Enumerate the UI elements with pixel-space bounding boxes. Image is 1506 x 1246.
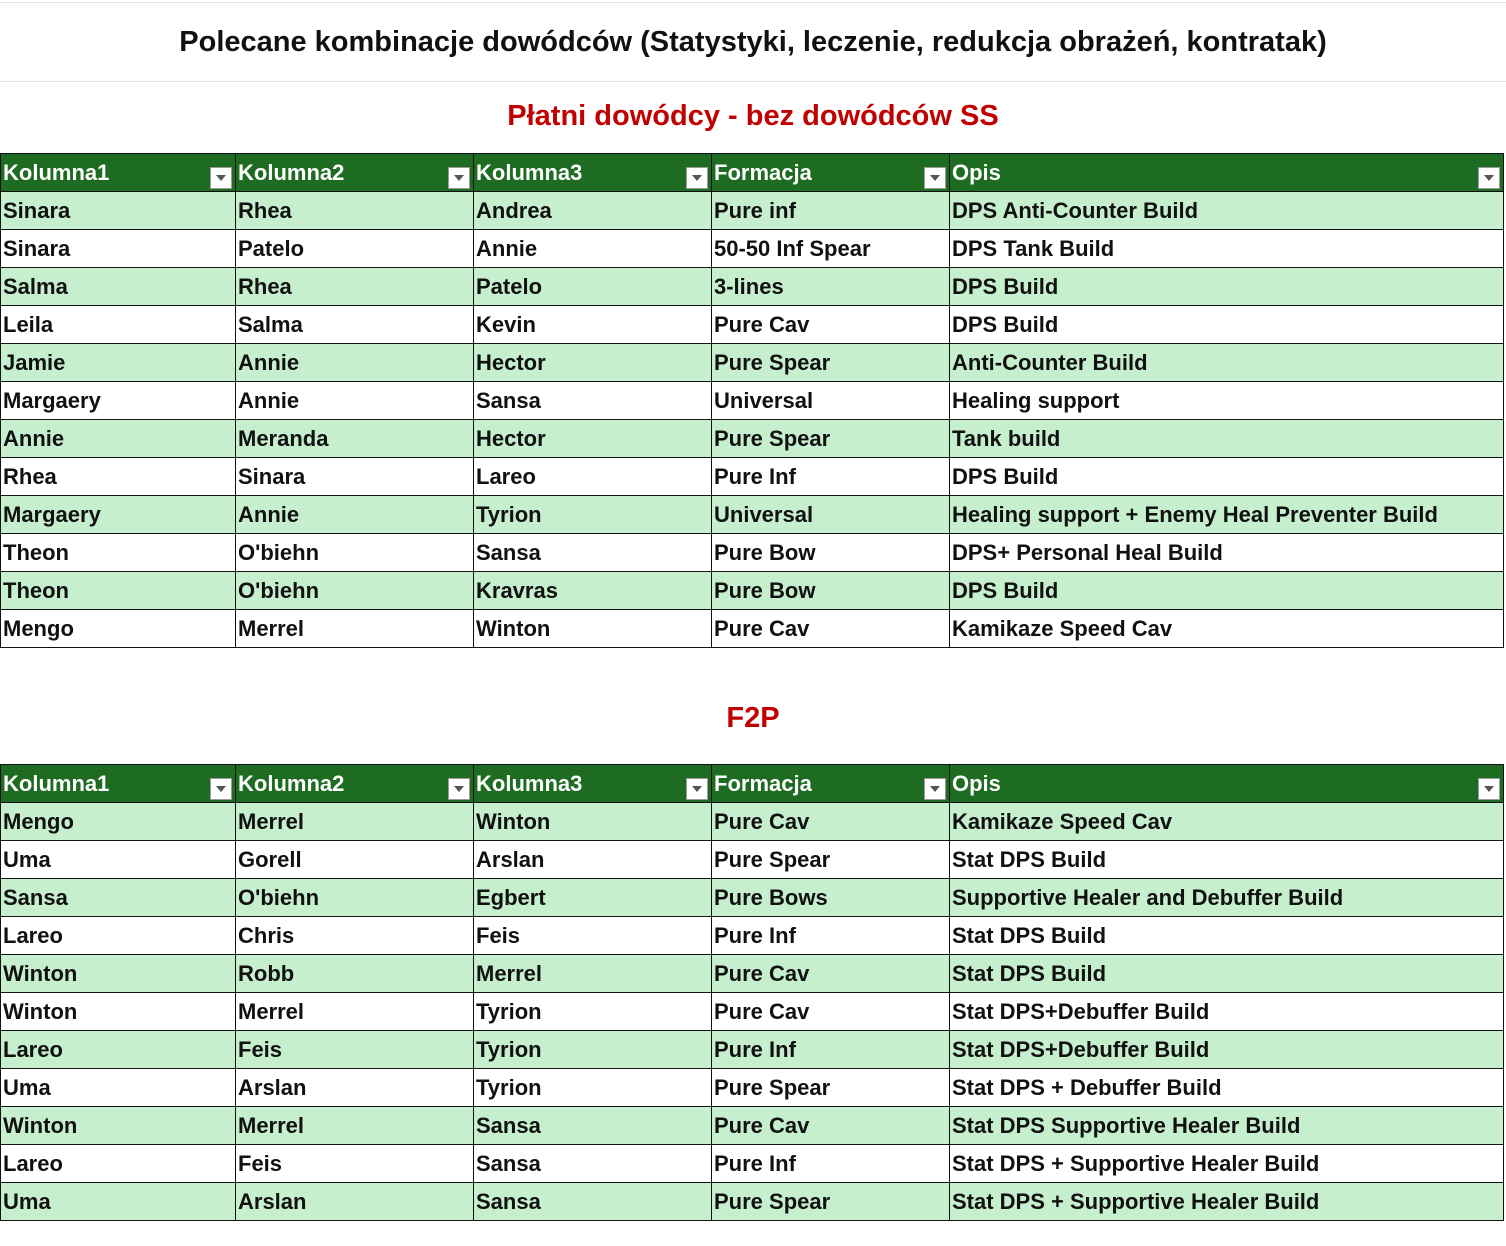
table-cell[interactable]: Pure Spear	[712, 1069, 950, 1107]
table-cell[interactable]: Arslan	[236, 1183, 474, 1221]
table-cell[interactable]: Mengo	[1, 803, 236, 841]
table-cell[interactable]: Pure Cav	[712, 610, 950, 648]
table-cell[interactable]: Arslan	[474, 841, 712, 879]
table-cell[interactable]: Lareo	[1, 917, 236, 955]
dropdown-arrow-icon	[454, 175, 464, 181]
table-cell[interactable]: Pure Bow	[712, 534, 950, 572]
column-header	[236, 154, 474, 192]
table-cell[interactable]: Supportive Healer and Debuffer Build	[950, 879, 1504, 917]
table-cell[interactable]: O'biehn	[236, 534, 474, 572]
filter-dropdown-button[interactable]	[686, 167, 708, 189]
table-cell[interactable]: Tyrion	[474, 1031, 712, 1069]
table-cell[interactable]: Sansa	[474, 1107, 712, 1145]
filter-dropdown-button[interactable]	[686, 778, 708, 800]
table-cell[interactable]: Pure Spear	[712, 1183, 950, 1221]
table-cell[interactable]: Leila	[1, 306, 236, 344]
table-row	[1, 1145, 1504, 1183]
table-cell[interactable]: Sansa	[474, 382, 712, 420]
column-header	[474, 154, 712, 192]
table-cell[interactable]: Mengo	[1, 610, 236, 648]
table-cell[interactable]: DPS Tank Build	[950, 230, 1504, 268]
table-cell[interactable]: Anti-Counter Build	[950, 344, 1504, 382]
table-cell[interactable]: Rhea	[1, 458, 236, 496]
column-header-label: Kolumna1	[3, 770, 110, 796]
table-cell[interactable]: Sansa	[474, 534, 712, 572]
table-row	[1, 382, 1504, 420]
table-cell[interactable]: Tyrion	[474, 1069, 712, 1107]
section-heading-paid: Płatni dowódcy - bez dowódców SS	[507, 100, 999, 132]
table-row	[1, 955, 1504, 993]
table-cell[interactable]: DPS Build	[950, 572, 1504, 610]
table-cell[interactable]: Stat DPS+Debuffer Build	[950, 993, 1504, 1031]
table-cell[interactable]: Salma	[236, 306, 474, 344]
table-cell[interactable]: Pure inf	[712, 192, 950, 230]
table-cell[interactable]: Rhea	[236, 192, 474, 230]
table-cell[interactable]: Annie	[1, 420, 236, 458]
dropdown-arrow-icon	[930, 175, 940, 181]
f2p-commanders-table	[0, 764, 1504, 1221]
table-cell[interactable]: Margaery	[1, 496, 236, 534]
table-cell[interactable]: O'biehn	[236, 879, 474, 917]
table-row	[1, 1107, 1504, 1145]
table-cell[interactable]: Pure Cav	[712, 993, 950, 1031]
filter-dropdown-button[interactable]	[210, 778, 232, 800]
table-cell[interactable]: Pure Spear	[712, 420, 950, 458]
table-cell[interactable]: Meranda	[236, 420, 474, 458]
table-cell[interactable]: Pure Bow	[712, 572, 950, 610]
table-row	[1, 534, 1504, 572]
table-cell[interactable]: Uma	[1, 841, 236, 879]
column-header-label: Opis	[952, 770, 1001, 796]
table-cell[interactable]: Merrel	[236, 993, 474, 1031]
filter-dropdown-button[interactable]	[1478, 167, 1500, 189]
column-header-label: Kolumna1	[3, 159, 110, 185]
table-cell[interactable]: Rhea	[236, 268, 474, 306]
dropdown-arrow-icon	[692, 786, 702, 792]
dropdown-arrow-icon	[1484, 786, 1494, 792]
table-cell[interactable]: DPS Build	[950, 458, 1504, 496]
table-cell[interactable]: Arslan	[236, 1069, 474, 1107]
filter-dropdown-button[interactable]	[210, 167, 232, 189]
table-row	[1, 420, 1504, 458]
column-header-label: Kolumna2	[238, 159, 345, 185]
table-cell[interactable]: Winton	[474, 610, 712, 648]
table-cell[interactable]: Sinara	[236, 458, 474, 496]
table-cell[interactable]: Pure Inf	[712, 1031, 950, 1069]
table-cell[interactable]: Robb	[236, 955, 474, 993]
column-header	[950, 154, 1504, 192]
table-cell[interactable]: Pure Inf	[712, 458, 950, 496]
table-cell[interactable]: Stat DPS+Debuffer Build	[950, 1031, 1504, 1069]
table-cell[interactable]: Kevin	[474, 306, 712, 344]
table-cell[interactable]: Kravras	[474, 572, 712, 610]
table-cell[interactable]: Kamikaze Speed Cav	[950, 803, 1504, 841]
table-cell[interactable]: Universal	[712, 382, 950, 420]
table-row	[1, 1031, 1504, 1069]
table-cell[interactable]: Chris	[236, 917, 474, 955]
table-cell[interactable]: Theon	[1, 534, 236, 572]
dropdown-arrow-icon	[454, 786, 464, 792]
table-cell[interactable]: Andrea	[474, 192, 712, 230]
filter-dropdown-button[interactable]	[1478, 778, 1500, 800]
table-cell[interactable]: Pure Cav	[712, 306, 950, 344]
table-row	[1, 803, 1504, 841]
table-cell[interactable]: O'biehn	[236, 572, 474, 610]
table-cell[interactable]: Hector	[474, 420, 712, 458]
dropdown-arrow-icon	[692, 175, 702, 181]
table-cell[interactable]: Egbert	[474, 879, 712, 917]
table-row	[1, 344, 1504, 382]
table-cell[interactable]: Kamikaze Speed Cav	[950, 610, 1504, 648]
table-cell[interactable]: Stat DPS + Debuffer Build	[950, 1069, 1504, 1107]
table-row	[1, 230, 1504, 268]
table-cell[interactable]: Pure Inf	[712, 1145, 950, 1183]
table-cell[interactable]: Sinara	[1, 230, 236, 268]
table-cell[interactable]: Healing support + Enemy Heal Preventer Build	[950, 496, 1504, 534]
table-cell[interactable]: Pure Cav	[712, 1107, 950, 1145]
filter-dropdown-button[interactable]	[924, 167, 946, 189]
table-cell[interactable]: Sansa	[474, 1183, 712, 1221]
table-cell[interactable]: Merrel	[236, 803, 474, 841]
table-row	[1, 572, 1504, 610]
table-cell[interactable]: DPS Build	[950, 306, 1504, 344]
table-cell[interactable]: Sinara	[1, 192, 236, 230]
table-row	[1, 993, 1504, 1031]
table-cell[interactable]: Annie	[236, 344, 474, 382]
section-heading-f2p: F2P	[726, 702, 780, 734]
column-header	[950, 765, 1504, 803]
table-row	[1, 192, 1504, 230]
table-header-row	[1, 765, 1504, 803]
table-cell[interactable]: Jamie	[1, 344, 236, 382]
table-cell[interactable]: Stat DPS Build	[950, 917, 1504, 955]
column-header	[474, 765, 712, 803]
table-cell[interactable]: Patelo	[474, 268, 712, 306]
table-row	[1, 1069, 1504, 1107]
table-cell[interactable]: Sansa	[1, 879, 236, 917]
table-cell[interactable]: Tyrion	[474, 496, 712, 534]
table-cell[interactable]: 50-50 Inf Spear	[712, 230, 950, 268]
column-header-label: Kolumna2	[238, 770, 345, 796]
table-cell[interactable]: Stat DPS Build	[950, 841, 1504, 879]
table-cell[interactable]: Lareo	[1, 1145, 236, 1183]
table-cell[interactable]: Hector	[474, 344, 712, 382]
table-cell[interactable]: Stat DPS Supportive Healer Build	[950, 1107, 1504, 1145]
column-header-label: Kolumna3	[476, 770, 583, 796]
table-cell[interactable]: Stat DPS + Supportive Healer Build	[950, 1183, 1504, 1221]
table-cell[interactable]: Merrel	[474, 955, 712, 993]
table-cell[interactable]: Winton	[1, 955, 236, 993]
table-cell[interactable]: 3-lines	[712, 268, 950, 306]
column-header-label: Formacja	[714, 159, 812, 185]
table-cell[interactable]: Tank build	[950, 420, 1504, 458]
table-cell[interactable]: Pure Bows	[712, 879, 950, 917]
table-cell[interactable]: Merrel	[236, 610, 474, 648]
filter-dropdown-button[interactable]	[448, 167, 470, 189]
table-cell[interactable]: Stat DPS + Supportive Healer Build	[950, 1145, 1504, 1183]
table-row	[1, 610, 1504, 648]
sheet-title: Polecane kombinacje dowódców (Statystyki, leczenie, redukcja obrażeń, kontratak)	[0, 2, 1506, 82]
column-header	[1, 765, 236, 803]
table-cell[interactable]: Lareo	[474, 458, 712, 496]
table-cell[interactable]: Healing support	[950, 382, 1504, 420]
column-header	[712, 154, 950, 192]
table-cell[interactable]: Winton	[474, 803, 712, 841]
column-header-label: Kolumna3	[476, 159, 583, 185]
table-row	[1, 879, 1504, 917]
dropdown-arrow-icon	[930, 786, 940, 792]
paid-commanders-table	[0, 153, 1504, 648]
table-cell[interactable]: Pure Cav	[712, 955, 950, 993]
table-cell[interactable]: Merrel	[236, 1107, 474, 1145]
dropdown-arrow-icon	[1484, 175, 1494, 181]
table-header-row	[1, 154, 1504, 192]
table-cell[interactable]: DPS+ Personal Heal Build	[950, 534, 1504, 572]
table-cell[interactable]: Winton	[1, 993, 236, 1031]
table-cell[interactable]: Pure Inf	[712, 917, 950, 955]
table-cell[interactable]: DPS Build	[950, 268, 1504, 306]
table-cell[interactable]: Uma	[1, 1069, 236, 1107]
column-header-label: Formacja	[714, 770, 812, 796]
filter-dropdown-button[interactable]	[448, 778, 470, 800]
table-cell[interactable]: Annie	[236, 496, 474, 534]
table-cell[interactable]: Salma	[1, 268, 236, 306]
dropdown-arrow-icon	[216, 175, 226, 181]
table-row	[1, 1183, 1504, 1221]
dropdown-arrow-icon	[216, 786, 226, 792]
table-row	[1, 306, 1504, 344]
table-cell[interactable]: Stat DPS Build	[950, 955, 1504, 993]
filter-dropdown-button[interactable]	[924, 778, 946, 800]
table-cell[interactable]: Pure Spear	[712, 841, 950, 879]
table-row	[1, 841, 1504, 879]
column-header	[236, 765, 474, 803]
table-cell[interactable]: Lareo	[1, 1031, 236, 1069]
table-cell[interactable]: DPS Anti-Counter Build	[950, 192, 1504, 230]
table-cell[interactable]: Gorell	[236, 841, 474, 879]
table-row	[1, 917, 1504, 955]
table-cell[interactable]: Feis	[236, 1031, 474, 1069]
table-cell[interactable]: Universal	[712, 496, 950, 534]
table-cell[interactable]: Annie	[236, 382, 474, 420]
table-cell[interactable]: Sansa	[474, 1145, 712, 1183]
table-cell[interactable]: Margaery	[1, 382, 236, 420]
table-cell[interactable]: Winton	[1, 1107, 236, 1145]
table-cell[interactable]: Theon	[1, 572, 236, 610]
table-cell[interactable]: Annie	[474, 230, 712, 268]
table-row	[1, 496, 1504, 534]
table-row	[1, 268, 1504, 306]
table-cell[interactable]: Uma	[1, 1183, 236, 1221]
table-cell[interactable]: Tyrion	[474, 993, 712, 1031]
table-cell[interactable]: Pure Cav	[712, 803, 950, 841]
column-header	[1, 154, 236, 192]
table-cell[interactable]: Patelo	[236, 230, 474, 268]
table-row	[1, 458, 1504, 496]
column-header-label: Opis	[952, 159, 1001, 185]
table-cell[interactable]: Feis	[236, 1145, 474, 1183]
column-header	[712, 765, 950, 803]
table-cell[interactable]: Pure Spear	[712, 344, 950, 382]
table-cell[interactable]: Feis	[474, 917, 712, 955]
